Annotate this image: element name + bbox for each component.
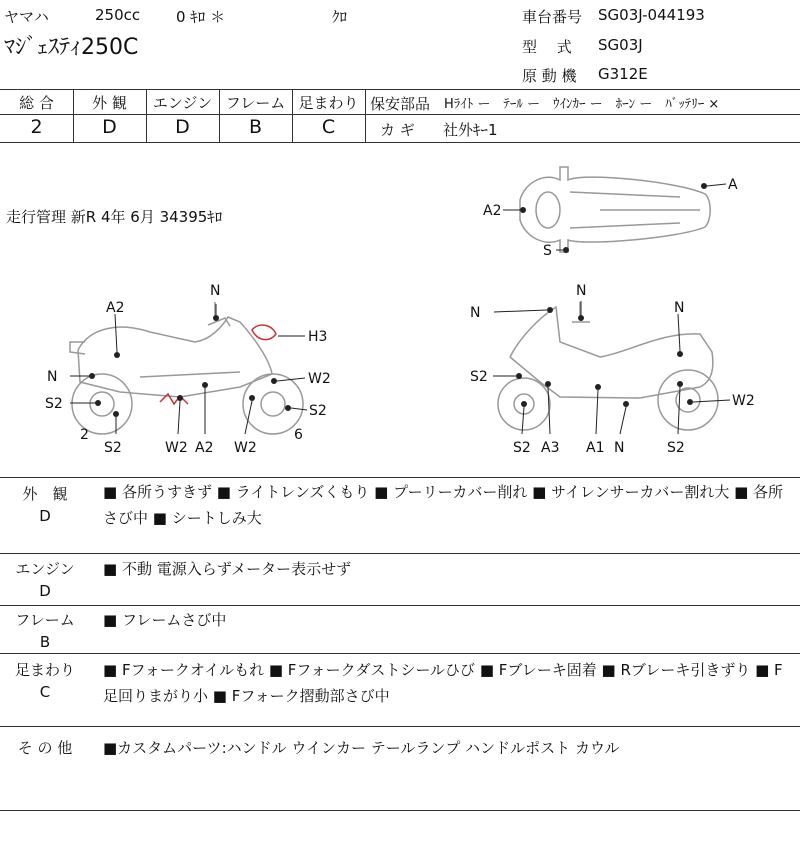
diagram-label: W2 [308, 371, 331, 387]
section-exterior-text: ■ 各所うすきず ■ ライトレンズくもり ■ プーリーカバー削れ ■ サイレンサーカバー割れ大 ■ 各所さび中 ■ シートしみ大 [103, 483, 784, 527]
diagram-label: N [47, 369, 58, 385]
color: ｸﾛ [332, 8, 348, 26]
diagram-label: N [210, 283, 221, 299]
engine-label: 原 動 機 [522, 67, 577, 85]
diagram-label: S [543, 243, 552, 259]
grade-suspension: C [321, 116, 336, 138]
left-side-diagram [70, 302, 303, 434]
section-engine-text: ■ 不動 電源入らずメーター表示せず [103, 560, 352, 578]
diagram-label: S2 [309, 403, 327, 419]
key-label: カ ギ [380, 121, 415, 139]
diagram-label: S2 [667, 440, 685, 456]
diagram-label: A [728, 177, 738, 193]
diagram-label: S2 [470, 369, 488, 385]
grade-label-overall: 総 合 [19, 94, 54, 112]
motorcycle-diagrams [0, 142, 800, 477]
safety-items: Hﾗｲﾄ ー ﾃｰﾙ ー ｳｲﾝｶｰ ー ﾎｰﾝ ー ﾊﾞｯﾃﾘｰ × [444, 97, 720, 112]
mileage-note: 0 ｷﾛ ＊ [176, 8, 226, 26]
grade-overall: 2 [30, 116, 43, 138]
section-exterior-label: 外 観 D [22, 485, 68, 525]
engine-value: G312E [598, 65, 648, 83]
grade-label-engine: エンジン [152, 94, 213, 112]
odometer-note: 走行管理 新R 4年 6月 34395ｷﾛ [6, 208, 223, 226]
grade-frame: B [248, 116, 263, 138]
displacement: 250cc [95, 6, 141, 24]
diagram-label: S2 [45, 396, 63, 412]
grade-engine: D [175, 116, 190, 138]
diagram-label: N [576, 283, 587, 299]
diagram-label: N [470, 305, 481, 321]
section-frame-text: ■ フレームさび中 [103, 611, 227, 629]
diagram-label: A2 [106, 300, 125, 316]
diagram-label: A2 [195, 440, 214, 456]
diagram-label: A1 [586, 440, 605, 456]
diagram-label: 6 [294, 427, 303, 443]
diagram-label: N [674, 300, 685, 316]
section-frame-label: フレーム B [15, 611, 75, 651]
section-engine-label: エンジン D [15, 560, 75, 600]
top-view-diagram [520, 167, 710, 252]
diagram-label: N [614, 440, 625, 456]
section-suspension-label: 足まわり C [14, 661, 75, 701]
diagram-label: W2 [165, 440, 188, 456]
frame-no-label: 車台番号 [522, 8, 583, 26]
maker: ヤマハ [4, 8, 49, 26]
type-value: SG03J [598, 36, 643, 54]
type-label: 型 式 [522, 38, 572, 56]
section-other-label: そ の 他 [17, 739, 73, 757]
grade-label-suspension: 足まわり [298, 94, 359, 112]
key-value: 社外ｷｰ1 [443, 121, 498, 139]
diagram-label: A3 [541, 440, 560, 456]
diagram-label: W2 [234, 440, 257, 456]
grade-label-frame: フレーム [225, 94, 286, 112]
diagram-label: A2 [483, 203, 502, 219]
diagram-label: S2 [104, 440, 122, 456]
diagram-label: S2 [513, 440, 531, 456]
grade-exterior: D [102, 116, 117, 138]
safety-label: 保安部品 [370, 95, 431, 113]
diagram-label: 2 [80, 427, 89, 443]
section-other-text: ■カスタムパーツ:ハンドル ウインカー テールランプ ハンドルポスト カウル [103, 739, 620, 757]
diagram-label: W2 [732, 393, 755, 409]
model-name: ﾏｼﾞｪｽﾃｨ250C [4, 35, 139, 60]
frame-no: SG03J-044193 [598, 6, 705, 24]
grade-label-exterior: 外 観 [92, 94, 127, 112]
right-side-diagram [498, 302, 718, 430]
section-suspension-text: ■ Fフォークオイルもれ ■ Fフォークダストシールひび ■ Fブレーキ固着 ■ Rブレーキ引きずり ■ F足回りまがり小 ■ Fフォーク摺動部さび中 [103, 661, 783, 705]
diagram-label: H3 [308, 329, 328, 345]
